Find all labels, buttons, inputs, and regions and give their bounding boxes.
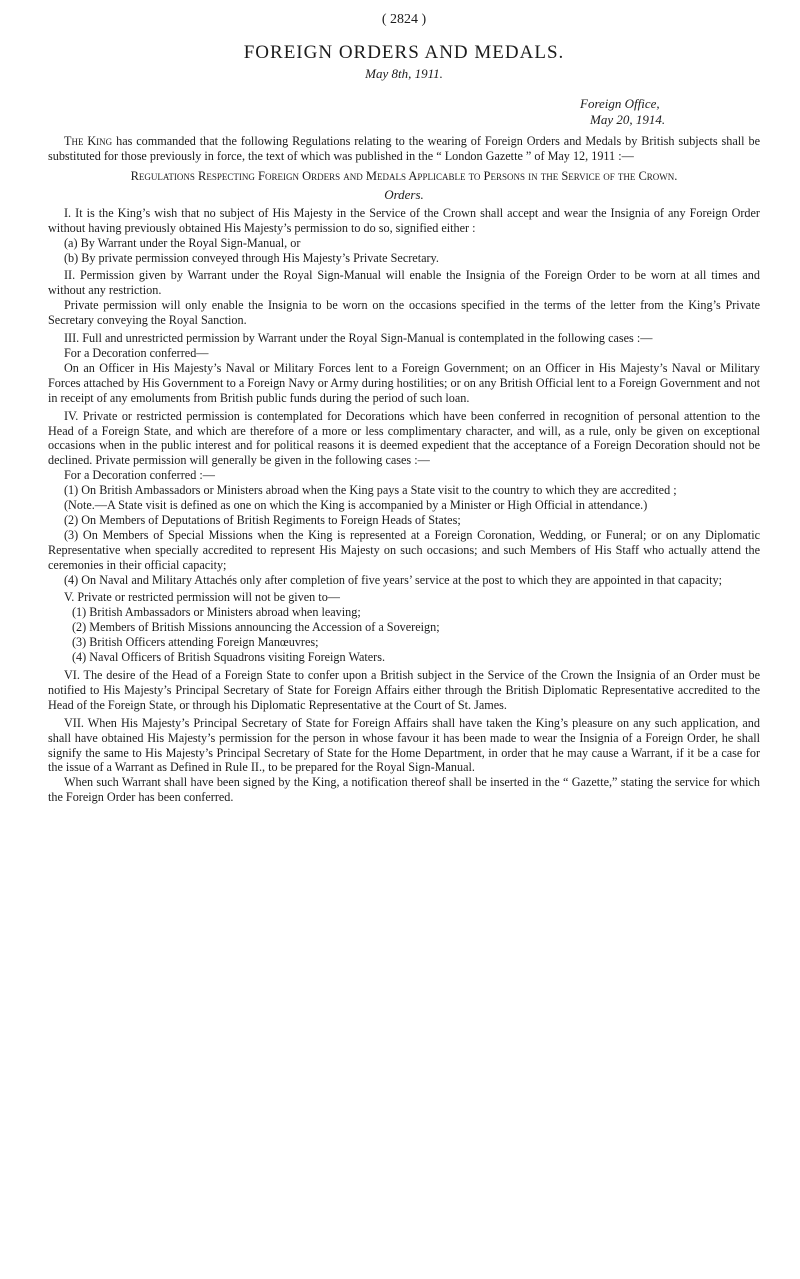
section-1-item-b: (b) By private permission conveyed through His Majesty’s Private Secretary. [64, 250, 439, 265]
section-4-paragraph-1: IV. Private or restricted permission is contemplated for Decorations which have been conferred in recognition of personal attention to the Head of a Foreign State, and which are therefore of a more or less complimentary character, and will, as a rule, only be given on exceptional occasions when in the public interest and for political reasons it is deemed expedient that the acceptance of a Foreign Decoration should not be declined. Private permission will generally be given in the following cases :— [48, 408, 760, 468]
section-3-paragraph-3: On an Officer in His Majesty’s Naval or Military Forces lent to a Foreign Government; on an Officer in His Majesty’s Naval or Military Forces attached by His Government to a Foreign Navy or Army during hostilities; or on any British Official lent to a Foreign Government and not in receipt of any emoluments from British public funds during the period of such loan. [48, 360, 760, 405]
section-3-paragraph-1: III. Full and unrestricted permission by Warrant under the Royal Sign-Manual is contemplated in the following cases :— [64, 331, 653, 346]
section-4-item-3: (3) On Members of Special Missions when the King is represented at a Foreign Coronation, Wedding, or Funeral; or on any Diplomatic Representative when specially accredited to represent His Majesty on such occasions; and such Members of His Staff who actually attend the ceremonies in their official capacity; [48, 527, 760, 572]
orders-heading: Orders. [384, 186, 424, 202]
page-number: ( 2824 ) [381, 12, 427, 27]
section-4-item-1: (1) On British Ambassadors or Ministers abroad when the King pays a State visit to the country to which they are accredited ; [64, 483, 677, 498]
office-dateline [580, 96, 760, 128]
page-title: FOREIGN ORDERS AND MEDALS. [243, 42, 565, 63]
section-5-item-4: (4) Naval Officers of British Squadrons visiting Foreign Waters. [72, 650, 386, 665]
section-4-item-2: (2) On Members of Deputations of British Regiments to Foreign Heads of States; [64, 512, 461, 527]
section-5-paragraph-1: V. Private or restricted permission will not be given to— [64, 590, 340, 605]
gazette-page [48, 12, 760, 805]
section-4-note: (Note.—A State visit is defined as one on which the King is accompanied by a Minister or High Official in attendance.) [64, 498, 648, 513]
section-5-item-1: (1) British Ambassadors or Ministers abroad when leaving; [72, 605, 361, 620]
section-4-paragraph-2: For a Decoration conferred :— [64, 468, 215, 483]
section-6-paragraph-1: VI. The desire of the Head of a Foreign State to confer upon a British subject in the Service of the Crown the Insignia of an Order must be notified to His Majesty’s Principal Secretary of State for Foreign Affairs either through the British Diplomatic Representative accredited to the Head of the Foreign State, or through his Diplomatic Representative at the Court of St. James. [48, 668, 760, 712]
section-7-paragraph-2: When such Warrant shall have been signed by the King, a notification thereof shall be inserted in the “ Gazette,” stating the service for which the Foreign Order has been conferred. [48, 775, 760, 805]
section-5-item-3: (3) British Officers attending Foreign Manœuvres; [72, 635, 319, 650]
section-2-paragraph-1: II. Permission given by Warrant under the Royal Sign-Manual will enable the Insignia of the Foreign Order to be worn at all times and without any restriction. [48, 268, 760, 298]
section-5-item-2: (2) Members of British Missions announcing the Accession of a Sovereign; [72, 620, 440, 635]
section-1-item-a: (a) By Warrant under the Royal Sign-Manual, or [64, 235, 301, 250]
office-date: May 20, 1914. [590, 112, 666, 127]
section-3-paragraph-2: For a Decoration conferred— [64, 345, 209, 360]
intro-king: The King [64, 134, 113, 148]
section-1-text: I. It is the King’s wish that no subject of His Majesty in the Service of the Crown shall accept and wear the Insignia of any Foreign Order without having previously obtained His Majesty’s permission to do so, signified either : [48, 205, 760, 235]
section-2-paragraph-2: Private permission will only enable the Insignia to be worn on the occasions specified in the terms of the letter from the King’s Private Secretary conveying the Royal Sanction. [48, 298, 760, 328]
section-4-item-4: (4) On Naval and Military Attachés only after completion of five years’ service at the post to which they are appointed in that capacity; [64, 572, 723, 587]
publication-date: May 8th, 1911. [365, 66, 443, 81]
intro-paragraph [48, 134, 760, 164]
regulations-title: Regulations Respecting Foreign Orders and Medals Applicable to Persons in the Service of the Crown. [130, 168, 678, 183]
office-name: Foreign Office, [580, 96, 660, 111]
intro-text: has commanded that the following Regulations relating to the wearing of Foreign Orders and Medals by British subjects shall be substituted for those previously in force, the text of which was published in the “ London Gazette ” of May 12, 1911 :— [48, 134, 760, 163]
section-7-paragraph-1: VII. When His Majesty’s Principal Secretary of State for Foreign Affairs shall have taken the King’s pleasure on any such application, and shall have obtained His Majesty’s permission for the person in whose favour it has been made to wear the Insignia of a Foreign Order, he shall signify the same to His Majesty’s Principal Secretary of State for the Home Department, in order that he may cause a Warrant, if it be a case for the issue of a Warrant as Defined in Rule II., to be prepared for the Royal Sign-Manual. [48, 715, 760, 775]
